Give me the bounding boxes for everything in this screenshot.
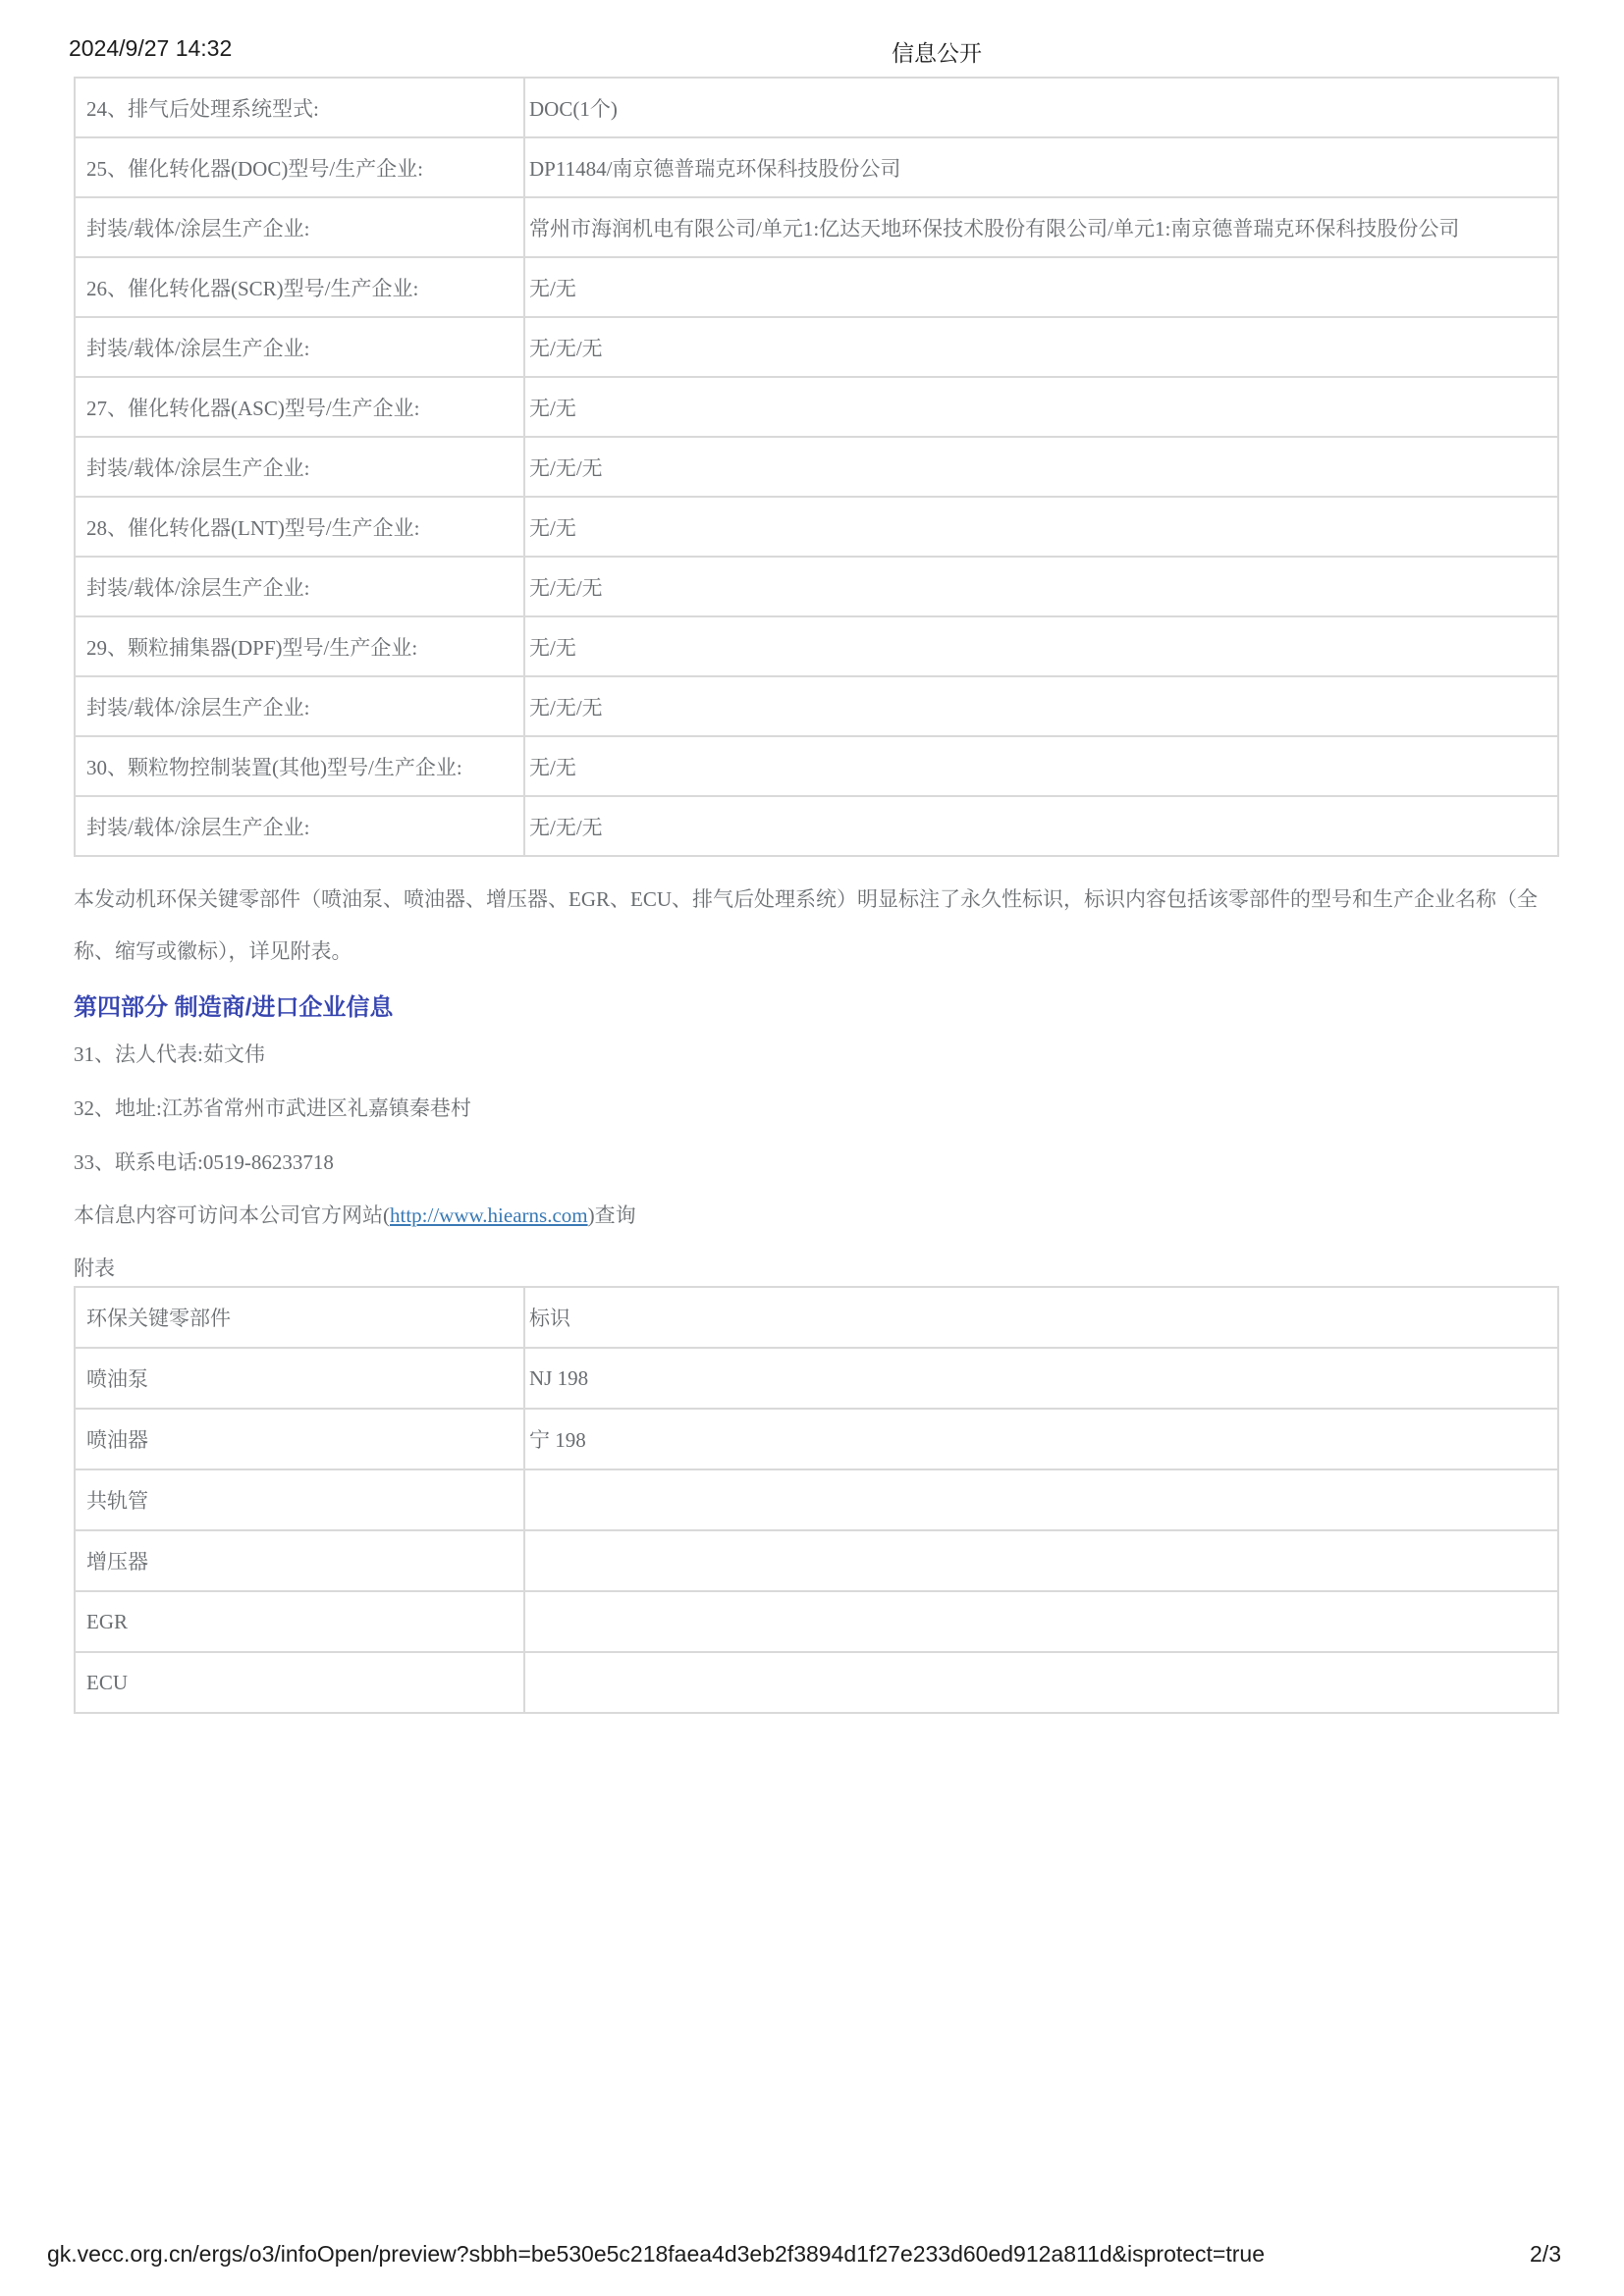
cell-part: 共轨管 — [75, 1469, 524, 1530]
print-footer-url: gk.vecc.org.cn/ergs/o3/infoOpen/preview?sbbh=be530e5c218faea4d3eb2f3894d1f27e233d60ed912a811d&isprotect=true — [47, 2241, 1265, 2267]
cell-mark — [524, 1530, 1558, 1591]
cell-value: 无/无 — [524, 377, 1558, 437]
cell-mark — [524, 1591, 1558, 1652]
table-row — [75, 78, 1558, 137]
permanent-marking-note: 本发动机环保关键零部件（喷油泵、喷油器、增压器、EGR、ECU、排气后处理系统）明显标注了永久性标识，标识内容包括该零部件的型号和生产企业名称（全称、缩写或徽标），详见附表。 — [74, 887, 1538, 963]
table-row — [75, 437, 1558, 497]
cell-part: 增压器 — [75, 1530, 524, 1591]
cell-label: 27、催化转化器(ASC)型号/生产企业: — [75, 377, 524, 437]
table-row — [75, 317, 1558, 377]
cell-label: 25、催化转化器(DOC)型号/生产企业: — [75, 137, 524, 197]
cell-value: 无/无/无 — [524, 676, 1558, 736]
cell-value: DP11484/南京德普瑞克环保科技股份公司 — [524, 137, 1558, 197]
cell-label: 26、催化转化器(SCR)型号/生产企业: — [75, 257, 524, 317]
table-row — [75, 377, 1558, 437]
section4-heading: 第四部分 制造商/进口企业信息 — [74, 994, 394, 1021]
website-link[interactable]: http://www.hiearns.com — [390, 1203, 588, 1227]
table-row — [75, 137, 1558, 197]
cell-value: 无/无 — [524, 497, 1558, 557]
phone-line: 33、联系电话:0519-86233718 — [74, 1150, 334, 1174]
table-row — [75, 676, 1558, 736]
cell-label: 24、排气后处理系统型式: — [75, 78, 524, 137]
website-line-prefix: 本信息内容可访问本公司官方网站( — [74, 1203, 390, 1227]
table-row — [75, 1469, 1558, 1530]
cell-part: EGR — [75, 1591, 524, 1652]
table-header-row — [75, 1287, 1558, 1348]
table-row — [75, 257, 1558, 317]
table-row — [75, 197, 1558, 257]
header-cell-mark: 标识 — [524, 1287, 1558, 1348]
cell-label: 封装/载体/涂层生产企业: — [75, 557, 524, 616]
cell-value: 无/无 — [524, 736, 1558, 796]
cell-label: 封装/载体/涂层生产企业: — [75, 437, 524, 497]
table-row — [75, 1409, 1558, 1469]
website-line — [74, 1200, 1557, 1229]
print-header-title: 信息公开 — [892, 40, 982, 66]
cell-label: 29、颗粒捕集器(DPF)型号/生产企业: — [75, 616, 524, 676]
legal-representative-line: 31、法人代表:茹文伟 — [74, 1042, 265, 1066]
table-row — [75, 736, 1558, 796]
cell-mark: NJ 198 — [524, 1348, 1558, 1409]
cell-part: ECU — [75, 1652, 524, 1713]
table-row — [75, 616, 1558, 676]
emission-parts-table — [74, 77, 1559, 857]
cell-part: 喷油泵 — [75, 1348, 524, 1409]
table-row — [75, 1652, 1558, 1713]
cell-value: 无/无/无 — [524, 437, 1558, 497]
cell-mark: 宁 198 — [524, 1409, 1558, 1469]
cell-value: 无/无/无 — [524, 796, 1558, 856]
print-footer-page-number: 2/3 — [1530, 2241, 1561, 2267]
cell-mark — [524, 1469, 1558, 1530]
table-row — [75, 1348, 1558, 1409]
cell-label: 封装/载体/涂层生产企业: — [75, 796, 524, 856]
header-cell-part: 环保关键零部件 — [75, 1287, 524, 1348]
cell-value: 无/无/无 — [524, 557, 1558, 616]
table-row — [75, 497, 1558, 557]
cell-label: 30、颗粒物控制装置(其他)型号/生产企业: — [75, 736, 524, 796]
attached-marking-table — [74, 1286, 1559, 1714]
website-line-suffix: )查询 — [587, 1203, 636, 1227]
cell-label: 封装/载体/涂层生产企业: — [75, 676, 524, 736]
print-header-datetime: 2024/9/27 14:32 — [69, 35, 233, 61]
cell-label: 封装/载体/涂层生产企业: — [75, 197, 524, 257]
cell-value: 无/无/无 — [524, 317, 1558, 377]
cell-label: 28、催化转化器(LNT)型号/生产企业: — [75, 497, 524, 557]
cell-value: DOC(1个) — [524, 78, 1558, 137]
cell-value: 无/无 — [524, 616, 1558, 676]
table-row — [75, 557, 1558, 616]
table-row — [75, 796, 1558, 856]
cell-label: 封装/载体/涂层生产企业: — [75, 317, 524, 377]
attached-table-label: 附表 — [74, 1256, 115, 1280]
table-row — [75, 1591, 1558, 1652]
cell-part: 喷油器 — [75, 1409, 524, 1469]
address-line: 32、地址:江苏省常州市武进区礼嘉镇秦巷村 — [74, 1096, 471, 1120]
table-row — [75, 1530, 1558, 1591]
cell-value: 无/无 — [524, 257, 1558, 317]
cell-value: 常州市海润机电有限公司/单元1:亿达天地环保技术股份有限公司/单元1:南京德普瑞克环保科技股份公司 — [524, 197, 1558, 257]
cell-mark — [524, 1652, 1558, 1713]
